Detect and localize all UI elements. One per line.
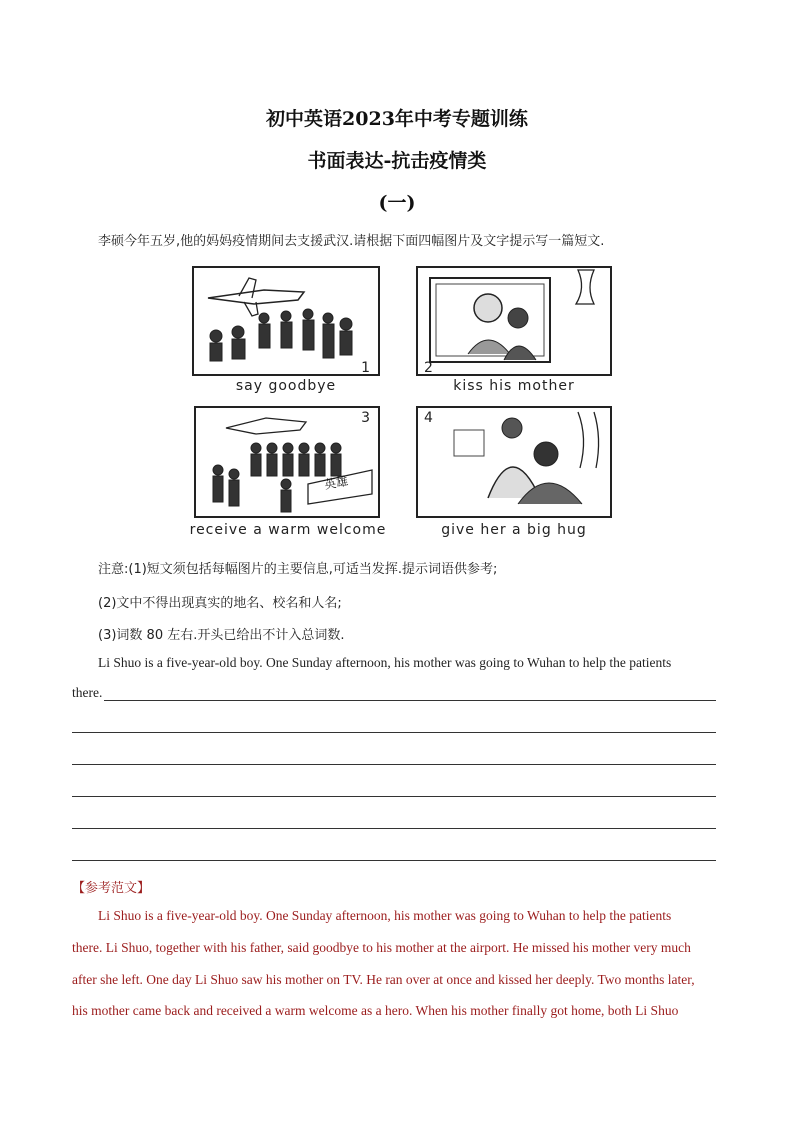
answer-line-2[interactable] [72, 732, 716, 733]
picture-caption-1: say goodbye [235, 378, 337, 394]
airport-farewell-illustration [194, 268, 378, 374]
answer-line-5[interactable] [72, 828, 716, 829]
hug-illustration [418, 408, 610, 516]
picture-number-3: 3 [361, 410, 370, 426]
answer-line-1[interactable] [104, 700, 716, 701]
note-1: 注意:(1)短文须包括每幅图片的主要信息,可适当发挥.提示词语供参考; [98, 562, 498, 577]
answer-line-3[interactable] [72, 764, 716, 765]
welcome-crowd-illustration [196, 408, 378, 516]
reference-heading: 【参考范文】 [72, 881, 151, 896]
picture-grid [180, 262, 620, 544]
answer-line-6[interactable] [72, 860, 716, 861]
picture-caption-2: kiss his mother [453, 378, 575, 394]
note-3: (3)词数 80 左右.开头已给出不计入总词数. [98, 628, 345, 643]
reference-line-3: after she left. One day Li Shuo saw his mother on TV. He ran over at once and kissed her deeply. Two months later, [72, 972, 695, 987]
page-subtitle: 书面表达-抗击疫情类 [307, 150, 487, 172]
answer-line-4[interactable] [72, 796, 716, 797]
reference-line-4: his mother came back and received a warm welcome as a hero. When his mother finally got home, both Li Shuo [72, 1003, 679, 1018]
picture-number-2: 2 [424, 360, 433, 376]
task-prompt: 李硕今年五岁,他的妈妈疫情期间去支援武汉.请根据下面四幅图片及文字提示写一篇短文. [98, 234, 605, 249]
picture-panel-2 [416, 266, 612, 376]
opening-line-2: there. [72, 685, 103, 700]
hero-banner-text: 英雄 [323, 474, 350, 492]
page-title: 初中英语2023年中考专题训练 [266, 108, 528, 130]
note-2: (2)文中不得出现真实的地名、校名和人名; [98, 596, 342, 611]
picture-panel-3 [194, 406, 380, 518]
tv-kiss-illustration [418, 268, 610, 374]
picture-caption-4: give her a big hug [441, 522, 587, 538]
picture-number-1: 1 [361, 360, 370, 376]
picture-caption-3: receive a warm welcome [189, 522, 387, 538]
picture-panel-4 [416, 406, 612, 518]
section-number: (一) [378, 192, 416, 214]
picture-panel-1 [192, 266, 380, 376]
picture-number-4: 4 [424, 410, 433, 426]
opening-line-1: Li Shuo is a five-year-old boy. One Sunday afternoon, his mother was going to Wuhan to help the patients [98, 655, 672, 670]
reference-line-2: there. Li Shuo, together with his father, said goodbye to his mother at the airport. He missed his mother very much [72, 940, 691, 955]
reference-line-1: Li Shuo is a five-year-old boy. One Sunday afternoon, his mother was going to Wuhan to help the patients [98, 908, 672, 923]
